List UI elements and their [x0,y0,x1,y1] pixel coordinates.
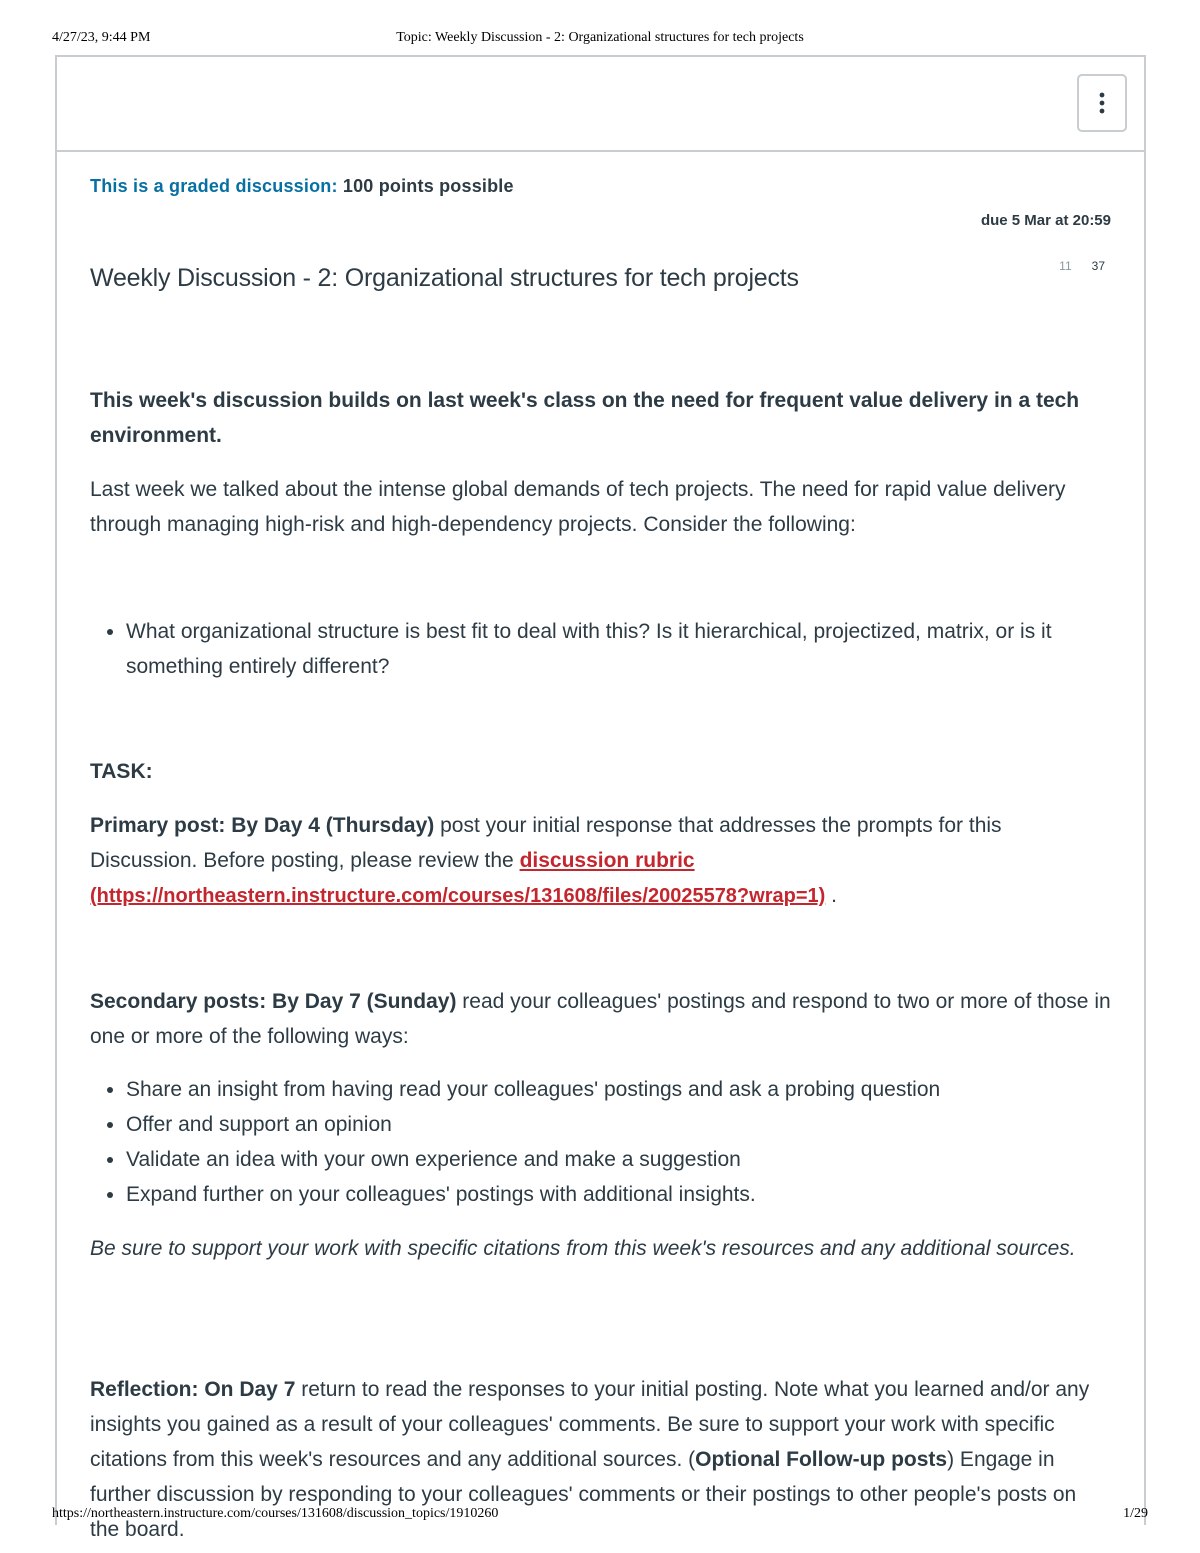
list-item: • Offer and support an opinion [126,1107,1111,1142]
print-datetime: 4/27/23, 9:44 PM [52,30,151,45]
primary-post-label: Primary post: By Day 4 (Thursday) [90,814,435,837]
optional-followup-label: Optional Follow-up posts [695,1448,948,1471]
intro-text: Last week we talked about the intense global demands of tech projects. The need for rapid value delivery through managing high-risk and high-dependency projects. Consider the following: [90,478,1066,536]
list-item: • Validate an idea with your own experience and make a suggestion [126,1142,1111,1177]
primary-post-paragraph [90,808,1111,914]
list-item: • What organizational structure is best fit to deal with this? Is it hierarchical, projectized, matrix, or is it something entirely different? [126,614,1111,684]
reply-counts [1059,259,1105,273]
intro-bold: This week's discussion builds on last week's class on the need for frequent value delivery in a tech environment. [90,389,1080,447]
due-date: due 5 Mar at 20:59 [980,212,1111,229]
discussion-rubric-link[interactable]: discussion rubric [519,849,695,872]
graded-discussion-notice [90,176,514,197]
options-menu-button[interactable] [1077,74,1127,132]
print-page-title: Topic: Weekly Discussion - 2: Organizational structures for tech projects [396,30,804,45]
unread-count: 11 [1059,259,1072,273]
reflection-label: Reflection: On Day 7 [90,1378,296,1401]
print-footer [52,1506,1148,1526]
primary-post-end: . [825,884,837,907]
reflection-text: return to read the responses to your initial posting. Note what you learned and/or any insights you gained as a result of your colleagues' comments. Be sure to support your work with specific citations from this week's resources and any additional sources. ( [90,1378,1090,1471]
print-url: https://northeastern.instructure.com/courses/131608/discussion_topics/1910260 [52,1506,499,1521]
discussion-title: Weekly Discussion - 2: Organizational structures for tech projects [90,264,799,292]
reply-count: 37 [1091,259,1105,273]
list-item: • Share an insight from having read your colleagues' postings and ask a probing question [126,1072,1111,1107]
print-page-number: 1/29 [1123,1506,1148,1521]
list-item: • Expand further on your colleagues' postings with additional insights. [126,1177,1111,1212]
graded-label: This is a graded discussion: [90,176,338,196]
response-ways-list [90,1072,1111,1212]
discussion-toolbar [57,57,1144,152]
citation-note: Be sure to support your work with specific citations from this week's resources and any additional sources. [90,1237,1076,1260]
kebab-vertical-icon [1099,92,1105,114]
secondary-post-text: read your colleagues' postings and respond to two or more of those in one or more of the following ways: [90,990,1111,1048]
points-possible: 100 points possible [342,176,514,196]
print-header [52,30,1148,50]
discussion-rubric-url-link[interactable]: (https://northeastern.instructure.com/courses/131608/files/20025578?wrap=1) [90,885,826,907]
primary-post-text: post your initial response that addresses the prompts for this Discussion. Before posting, please review the [90,814,1002,872]
reflection-end: ) Engage in further discussion by responding to your colleagues' comments or their postings to other people's posts on the board. [90,1448,1077,1541]
secondary-post-paragraph [90,984,1111,1054]
secondary-post-label: Secondary posts: By Day 7 (Sunday) [90,990,457,1013]
question-list [90,614,1111,684]
discussion-panel [55,55,1146,1541]
task-label: TASK: [90,760,153,783]
